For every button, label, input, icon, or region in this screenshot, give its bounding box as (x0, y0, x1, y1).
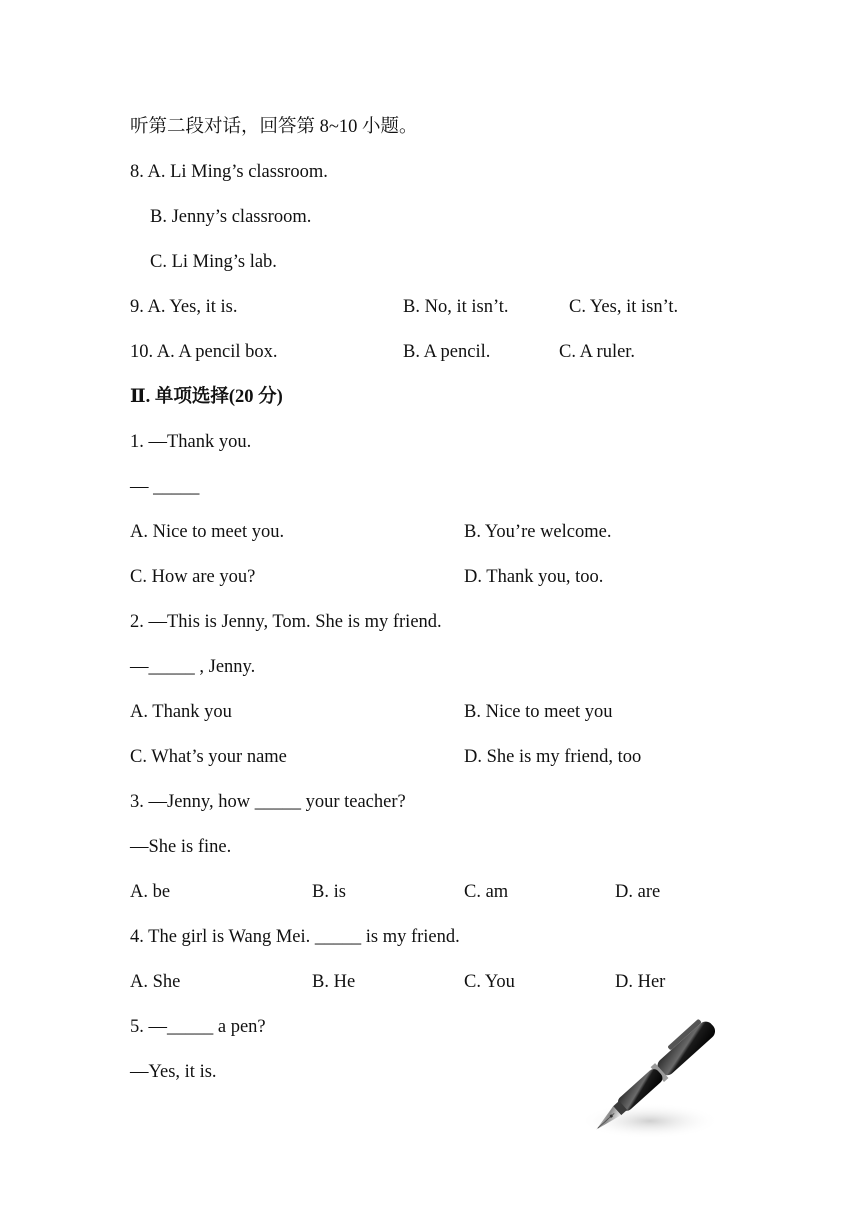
q10-option-b: B. A pencil. (403, 342, 491, 362)
mc4-option-a: A. She (130, 972, 181, 992)
q9-option-b: B. No, it isn’t. (403, 297, 509, 317)
mc3-option-b: B. is (312, 882, 346, 902)
mc2-prompt: 2. —This is Jenny, Tom. She is my friend. (130, 612, 442, 632)
part-2-heading: Ⅱ. 单项选择(20 分) (130, 387, 283, 407)
fountain-pen-icon (575, 1003, 735, 1153)
mc1-prompt: 1. —Thank you. (130, 432, 252, 452)
mc3-option-d: D. are (615, 882, 661, 902)
q10-option-a: 10. A. A pencil box. (130, 342, 278, 362)
mc1-option-a: A. Nice to meet you. (130, 522, 285, 542)
mc2-option-a: A. Thank you (130, 702, 232, 722)
mc1-option-b: B. You’re welcome. (464, 522, 612, 542)
mc1-reply: — _____ (130, 477, 200, 497)
mc2-option-d: D. She is my friend, too (464, 747, 642, 767)
q9-option-c: C. Yes, it isn’t. (569, 297, 679, 317)
mc5-prompt: 5. —_____ a pen? (130, 1017, 266, 1037)
q8-option-c: C. Li Ming’s lab. (150, 252, 277, 272)
mc5-reply: —Yes, it is. (130, 1062, 217, 1082)
mc2-option-c: C. What’s your name (130, 747, 287, 767)
mc2-option-b: B. Nice to meet you (464, 702, 613, 722)
mc3-prompt: 3. —Jenny, how _____ your teacher? (130, 792, 406, 812)
mc4-option-d: D. Her (615, 972, 666, 992)
q9-option-a: 9. A. Yes, it is. (130, 297, 238, 317)
mc3-option-a: A. be (130, 882, 171, 902)
mc4-option-c: C. You (464, 972, 515, 992)
listening-section-2-instruction: 听第二段对话，回答第 8~10 小题。 (130, 117, 418, 137)
mc3-reply: —She is fine. (130, 837, 232, 857)
q10-option-c: C. A ruler. (559, 342, 636, 362)
q8-option-b: B. Jenny’s classroom. (150, 207, 312, 227)
q8-option-a: 8. A. Li Ming’s classroom. (130, 162, 328, 182)
mc3-option-c: C. am (464, 882, 509, 902)
mc4-prompt: 4. The girl is Wang Mei. _____ is my friend. (130, 927, 460, 947)
mc2-reply: —_____ , Jenny. (130, 657, 256, 677)
mc1-option-d: D. Thank you, too. (464, 567, 604, 587)
mc4-option-b: B. He (312, 972, 356, 992)
mc1-option-c: C. How are you? (130, 567, 256, 587)
